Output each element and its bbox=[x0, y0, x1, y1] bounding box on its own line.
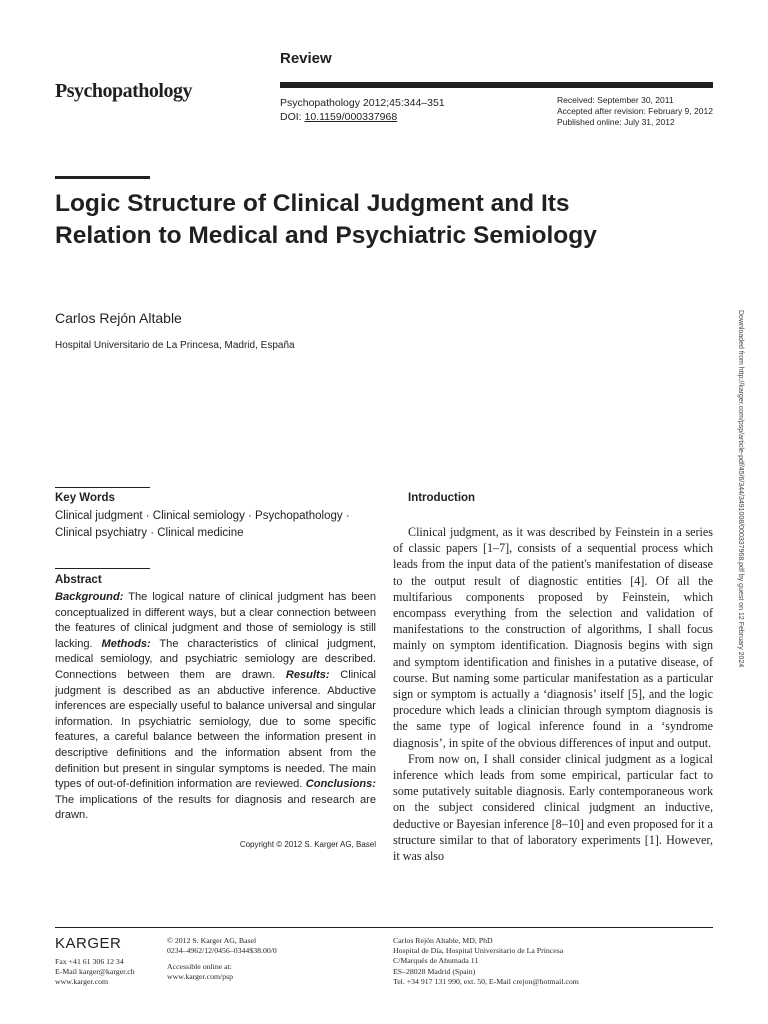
corr-contact: Tel. +34 917 131 990, ext. 50, E-Mail crejon@hotmail.com bbox=[393, 976, 579, 986]
publisher-website[interactable]: www.karger.com bbox=[55, 977, 109, 986]
corr-department: Hospital de Día, Hospital Universitario de La Princesa bbox=[393, 946, 564, 956]
introduction-heading: Introduction bbox=[408, 492, 476, 504]
doi-label: DOI: bbox=[280, 111, 305, 123]
corr-city: ES–28028 Madrid (Spain) bbox=[393, 966, 476, 976]
corr-name: Carlos Rejón Altable, MD, PhD bbox=[393, 936, 493, 945]
header-rule bbox=[280, 82, 713, 88]
abstract-conclusions-label: Conclusions: bbox=[305, 778, 376, 791]
footer-issn: 0234–4962/12/0456–0344$38.00/0 bbox=[167, 946, 277, 955]
author-name: Carlos Rejón Altable bbox=[55, 310, 182, 326]
online-label: Accessible online at: bbox=[167, 962, 232, 971]
keywords-rule bbox=[55, 487, 150, 488]
abstract-methods-label: Methods: bbox=[101, 637, 151, 650]
introduction-body bbox=[393, 524, 713, 864]
article-title: Logic Structure of Clinical Judgment and Its Relation to Medical and Psychiatric Semiology bbox=[55, 190, 597, 249]
download-watermark-text: Downloaded from http://karger.com/psp/article-pdf/45/6/344/3491008/000337968.pdf by guest on 12 February 2024 bbox=[737, 310, 744, 668]
footer-copyright: © 2012 S. Karger AG, Basel bbox=[167, 936, 257, 945]
author-affiliation: Hospital Universitario de La Princesa, Madrid, España bbox=[55, 340, 295, 351]
abstract-results: Clinical judgment is described as an abductive inference. Abductive inferences are especially useful to balance universal and singular information. In psychiatric semiology, due to some specific features, a careful balance between the information present in descriptive definitions and the information absent from the definition but present in singular symptoms is needed. The main types of out-of-definition information are reviewed. bbox=[55, 668, 376, 791]
publisher-email[interactable]: E-Mail karger@karger.ch bbox=[55, 967, 135, 976]
journal-logo: Psychopathology bbox=[55, 80, 192, 102]
abstract-background: The logical nature of clinical judgment has been conceptualized in different ways, but a clear connection between the features of clinical judgment and those of semiology is still lacking. bbox=[55, 591, 376, 650]
accepted-date: Accepted after revision: February 9, 2012 bbox=[557, 106, 713, 116]
corr-street: C/Marqués de Ahumada 11 bbox=[393, 956, 479, 966]
footer-rule bbox=[55, 927, 713, 928]
keywords-heading: Key Words bbox=[55, 492, 115, 504]
keywords-text: Clinical judgment · Clinical semiology · Psychopathology · Clinical psychiatry · Clinical medicine bbox=[55, 510, 350, 539]
abstract-background-label: Background: bbox=[55, 591, 124, 603]
doi-line bbox=[280, 110, 445, 124]
doi-link[interactable]: 10.1159/000337968 bbox=[304, 111, 398, 123]
section-label: Review bbox=[280, 50, 332, 67]
abstract-text bbox=[55, 590, 376, 824]
article-dates bbox=[557, 95, 713, 128]
introduction-paragraph: From now on, I shall consider clinical judgment as a logical inference which leads from some empirical, particular fact to some putatively suitable diagnosis. Early contemporaneous work on the subject considered clinical judgment an inductive, deductive or Bayesian inference [8–10] and even proposed for it a structure similar to that of laboratory experiments [1]. However, it was also bbox=[393, 751, 713, 864]
download-watermark bbox=[734, 310, 744, 810]
citation: Psychopathology 2012;45:344–351 bbox=[280, 97, 445, 109]
online-url[interactable]: www.karger.com/psp bbox=[167, 972, 234, 981]
citation-block bbox=[280, 96, 445, 124]
publisher-contact bbox=[55, 957, 135, 987]
publisher-fax: Fax +41 61 306 12 34 bbox=[55, 957, 124, 966]
abstract-rule bbox=[55, 568, 150, 569]
introduction-paragraph: Clinical judgment, as it was described by Feinstein in a series of classic papers [1–7], consists of a sequential process which leads from the input data of the patient's manifestation of disease to the output result of diagnostic entities [4]. Of all the multifarious components proposed by Feinstein, which encompass everything from the selection and validation of manifestations to the construction of algorithms, I shall focus mainly on symptom identification. Diagnosis begins with sign and symptom identification and finishes in a putative disease, of course. But naming some particular manifestation as a particular sign or symptom is actually a ‘diagnosis’ itself [5], and the logic procedure which leads a clinician through symptom diagnosis is the same type of logical inference found in a ‘syndrome diagnosis’, in spite of the obvious differences of input and output. bbox=[393, 525, 713, 750]
published-date: Published online: July 31, 2012 bbox=[557, 117, 675, 127]
received-date: Received: September 30, 2011 bbox=[557, 95, 674, 105]
title-rule bbox=[55, 176, 150, 179]
abstract-results-label: Results: bbox=[285, 668, 330, 681]
abstract-copyright: Copyright © 2012 S. Karger AG, Basel bbox=[239, 840, 376, 849]
abstract-conclusions: The implications of the results for diagnosis and research are drawn. bbox=[55, 793, 376, 822]
correspondence-address bbox=[393, 936, 579, 987]
footer-copyright-block bbox=[167, 936, 277, 982]
publisher-logo: KARGER bbox=[55, 935, 122, 952]
abstract-methods: The characteristics of clinical judgment, medical semiology, and psychiatric semiology are described. Connections between them are drawn. bbox=[55, 637, 376, 681]
abstract-heading: Abstract bbox=[55, 574, 102, 586]
